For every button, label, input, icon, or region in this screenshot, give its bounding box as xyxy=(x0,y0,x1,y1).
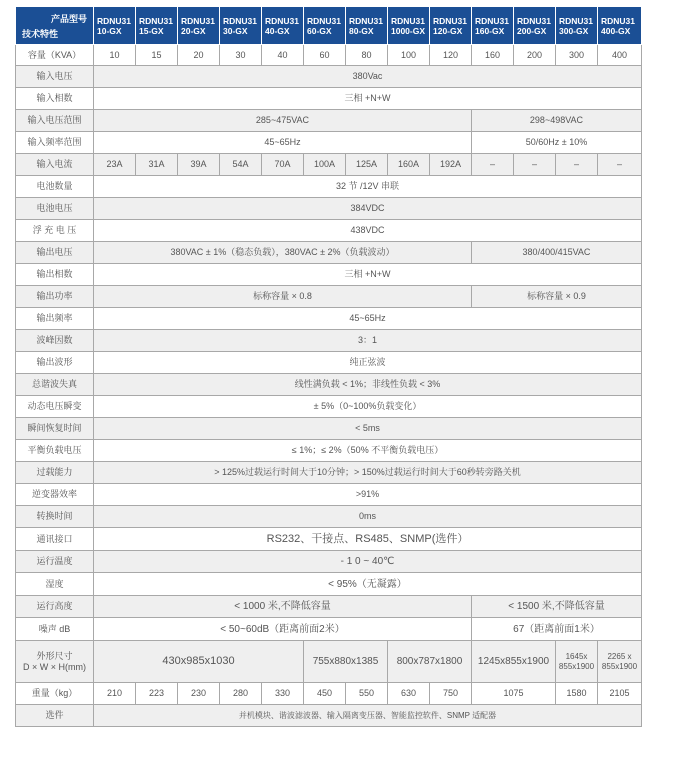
output-waveform-value: 纯正弦波 xyxy=(94,352,642,374)
input-current-cell: – xyxy=(514,154,556,176)
capacity-cell: 15 xyxy=(136,45,178,66)
input-current-cell: – xyxy=(472,154,514,176)
unbalanced-load-value: ≤ 1%；≤ 2%（50% 不平衡负载电压） xyxy=(94,440,642,462)
battery-count-value: 32 节 /12V 串联 xyxy=(94,176,642,198)
input-freq-range-value: 50/60Hz ± 10% xyxy=(472,132,642,154)
row-label: 逆变器效率 xyxy=(16,484,94,506)
weight-row xyxy=(16,683,642,705)
model-header: RDNU31 120-GX xyxy=(430,7,472,45)
battery-count-row xyxy=(16,176,642,198)
header-row xyxy=(16,7,642,45)
input-current-cell: 192A xyxy=(430,154,472,176)
options-value: 并机模块、谐波滤波器、输入隔离变压器、智能监控软件、SNMP 适配器 xyxy=(94,705,642,727)
dimensions-value: 800x787x1800 xyxy=(388,641,472,683)
inverter-efficiency-row xyxy=(16,484,642,506)
recovery-time-value: < 5ms xyxy=(94,418,642,440)
weight-cell: 750 xyxy=(430,683,472,705)
model-header: RDNU31 60-GX xyxy=(304,7,346,45)
humidity-row xyxy=(16,573,642,596)
battery-voltage-value: 384VDC xyxy=(94,198,642,220)
dynamic-transient-row xyxy=(16,396,642,418)
tech-spec-label: 技术特性 xyxy=(22,28,59,39)
input-voltage-value: 380Vac xyxy=(94,66,642,88)
model-header: RDNU31 160-GX xyxy=(472,7,514,45)
model-header: RDNU31 1000-GX xyxy=(388,7,430,45)
row-label: 输入频率范围 xyxy=(16,132,94,154)
output-freq-row xyxy=(16,308,642,330)
row-label: 电池数量 xyxy=(16,176,94,198)
input-current-cell: 160A xyxy=(388,154,430,176)
dimensions-value: 1645x 855x1900 xyxy=(556,641,598,683)
comm-interface-row xyxy=(16,528,642,551)
capacity-cell: 30 xyxy=(220,45,262,66)
weight-cell: 230 xyxy=(178,683,220,705)
input-current-cell: 39A xyxy=(178,154,220,176)
input-voltage-row xyxy=(16,66,642,88)
row-label: 输入电压 xyxy=(16,66,94,88)
row-label: 运行温度 xyxy=(16,551,94,573)
input-current-cell: 100A xyxy=(304,154,346,176)
input-current-cell: 31A xyxy=(136,154,178,176)
input-current-cell: – xyxy=(556,154,598,176)
capacity-cell: 400 xyxy=(598,45,642,66)
row-label: 动态电压瞬变 xyxy=(16,396,94,418)
comm-interface-value: RS232、干接点、RS485、SNMP(选件） xyxy=(94,528,642,551)
row-label: 输出频率 xyxy=(16,308,94,330)
output-voltage-value: 380VAC ± 1%（稳态负载），380VAC ± 2%（负载波动） xyxy=(94,242,472,264)
float-voltage-value: 438VDC xyxy=(94,220,642,242)
model-header: RDNU31 200-GX xyxy=(514,7,556,45)
capacity-cell: 60 xyxy=(304,45,346,66)
input-current-cell: 125A xyxy=(346,154,388,176)
operating-temp-value: - 1 0 ~ 40℃ xyxy=(94,551,642,573)
dimensions-value: 755x880x1385 xyxy=(304,641,388,683)
model-header: RDNU31 15-GX xyxy=(136,7,178,45)
thd-value: 线性满负载 < 1%；非线性负载 < 3% xyxy=(94,374,642,396)
row-label: 通讯接口 xyxy=(16,528,94,551)
inverter-efficiency-value: >91% xyxy=(94,484,642,506)
dimensions-value: 2265 x 855x1900 xyxy=(598,641,642,683)
dimensions-value: 1245x855x1900 xyxy=(472,641,556,683)
capacity-cell: 20 xyxy=(178,45,220,66)
input-phases-row xyxy=(16,88,642,110)
row-label: 重量（kg） xyxy=(16,683,94,705)
capacity-cell: 300 xyxy=(556,45,598,66)
capacity-row xyxy=(16,45,642,66)
weight-cell: 1580 xyxy=(556,683,598,705)
weight-cell: 1075 xyxy=(472,683,556,705)
output-phases-value: 三相 +N+W xyxy=(94,264,642,286)
input-current-cell: 54A xyxy=(220,154,262,176)
row-label: 电池电压 xyxy=(16,198,94,220)
capacity-cell: 200 xyxy=(514,45,556,66)
spec-table xyxy=(15,6,642,727)
output-voltage-row xyxy=(16,242,642,264)
options-row xyxy=(16,705,642,727)
altitude-row xyxy=(16,596,642,618)
model-header: RDNU31 40-GX xyxy=(262,7,304,45)
capacity-cell: 100 xyxy=(388,45,430,66)
output-power-value: 标称容量 × 0.8 xyxy=(94,286,472,308)
capacity-cell: 120 xyxy=(430,45,472,66)
input-current-cell: 70A xyxy=(262,154,304,176)
row-label: 浮 充 电 压 xyxy=(16,220,94,242)
row-label: 输入相数 xyxy=(16,88,94,110)
unbalanced-load-row xyxy=(16,440,642,462)
overload-value: > 125%过载运行时间大于10分钟；> 150%过载运行时间大于60秒转旁路关机 xyxy=(94,462,642,484)
float-voltage-row xyxy=(16,220,642,242)
input-phases-value: 三相 +N+W xyxy=(94,88,642,110)
dimensions-row xyxy=(16,641,642,683)
weight-cell: 223 xyxy=(136,683,178,705)
output-power-value: 标称容量 × 0.9 xyxy=(472,286,642,308)
crest-factor-row xyxy=(16,330,642,352)
capacity-cell: 80 xyxy=(346,45,388,66)
weight-cell: 630 xyxy=(388,683,430,705)
input-voltage-range-row xyxy=(16,110,642,132)
weight-cell: 210 xyxy=(94,683,136,705)
model-header: RDNU31 20-GX xyxy=(178,7,220,45)
dimensions-value: 430x985x1030 xyxy=(94,641,304,683)
row-label: 外形尺寸 D × W × H(mm) xyxy=(16,641,94,683)
row-label: 输出相数 xyxy=(16,264,94,286)
row-label: 噪声 dB xyxy=(16,618,94,641)
weight-cell: 330 xyxy=(262,683,304,705)
humidity-value: < 95%（无凝露） xyxy=(94,573,642,596)
input-voltage-range-value: 298~498VAC xyxy=(472,110,642,132)
altitude-value: < 1000 米,不降低容量 xyxy=(94,596,472,618)
row-label: 运行高度 xyxy=(16,596,94,618)
dynamic-transient-value: ± 5%（0~100%负载变化） xyxy=(94,396,642,418)
model-header: RDNU31 300-GX xyxy=(556,7,598,45)
row-label: 容量（KVA） xyxy=(16,45,94,66)
overload-row xyxy=(16,462,642,484)
transfer-time-value: 0ms xyxy=(94,506,642,528)
row-label: 过载能力 xyxy=(16,462,94,484)
noise-row xyxy=(16,618,642,641)
row-label: 输入电压范围 xyxy=(16,110,94,132)
model-header: RDNU31 30-GX xyxy=(220,7,262,45)
recovery-time-row xyxy=(16,418,642,440)
output-power-row xyxy=(16,286,642,308)
output-freq-value: 45~65Hz xyxy=(94,308,642,330)
operating-temp-row xyxy=(16,551,642,573)
input-current-row xyxy=(16,154,642,176)
crest-factor-value: 3：1 xyxy=(94,330,642,352)
capacity-cell: 160 xyxy=(472,45,514,66)
weight-cell: 550 xyxy=(346,683,388,705)
thd-row xyxy=(16,374,642,396)
capacity-cell: 40 xyxy=(262,45,304,66)
row-label: 输入电流 xyxy=(16,154,94,176)
header-corner xyxy=(16,7,94,45)
output-phases-row xyxy=(16,264,642,286)
input-freq-range-value: 45~65Hz xyxy=(94,132,472,154)
weight-cell: 2105 xyxy=(598,683,642,705)
output-voltage-value: 380/400/415VAC xyxy=(472,242,642,264)
row-label: 平衡负载电压 xyxy=(16,440,94,462)
row-label: 波峰因数 xyxy=(16,330,94,352)
noise-value: 67（距离前面1米） xyxy=(472,618,642,641)
transfer-time-row xyxy=(16,506,642,528)
input-freq-range-row xyxy=(16,132,642,154)
row-label: 选件 xyxy=(16,705,94,727)
weight-cell: 450 xyxy=(304,683,346,705)
row-label: 湿度 xyxy=(16,573,94,596)
altitude-value: < 1500 米,不降低容量 xyxy=(472,596,642,618)
input-voltage-range-value: 285~475VAC xyxy=(94,110,472,132)
model-header: RDNU31 80-GX xyxy=(346,7,388,45)
row-label: 输出电压 xyxy=(16,242,94,264)
row-label: 转换时间 xyxy=(16,506,94,528)
weight-cell: 280 xyxy=(220,683,262,705)
output-waveform-row xyxy=(16,352,642,374)
battery-voltage-row xyxy=(16,198,642,220)
model-header: RDNU31 10-GX xyxy=(94,7,136,45)
noise-value: < 50~60dB（距离前面2米） xyxy=(94,618,472,641)
capacity-cell: 10 xyxy=(94,45,136,66)
input-current-cell: – xyxy=(598,154,642,176)
model-header: RDNU31 400-GX xyxy=(598,7,642,45)
row-label: 总谐波失真 xyxy=(16,374,94,396)
row-label: 输出波形 xyxy=(16,352,94,374)
row-label: 输出功率 xyxy=(16,286,94,308)
input-current-cell: 23A xyxy=(94,154,136,176)
row-label: 瞬间恢复时间 xyxy=(16,418,94,440)
product-model-label: 产品型号 xyxy=(50,13,87,24)
